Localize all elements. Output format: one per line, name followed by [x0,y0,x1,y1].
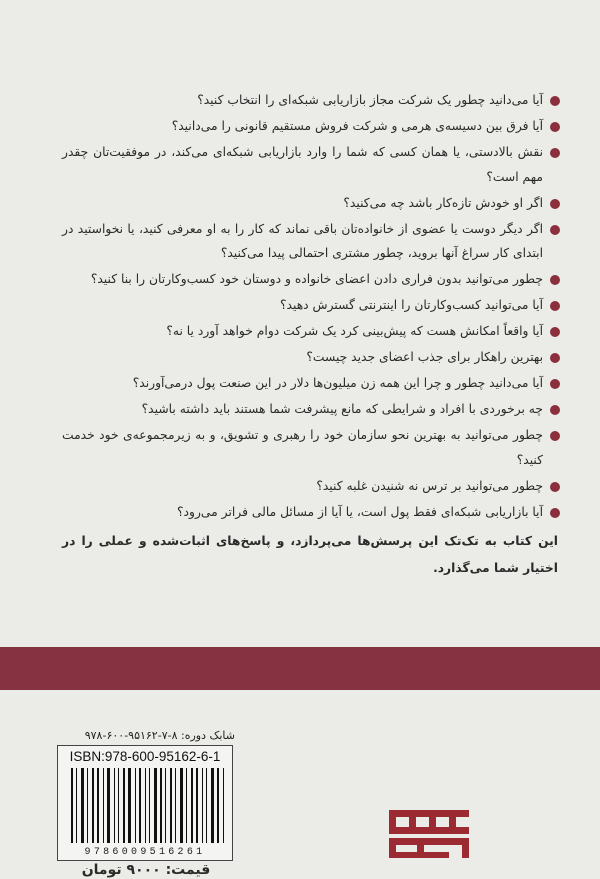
barcode-bar [154,768,157,843]
question-item [62,474,560,499]
barcode-bar [170,768,172,843]
bullet-icon [550,225,560,235]
barcode-bar [103,768,104,843]
isbn-label: ISBN:978-600-95162-6-1 [69,749,221,764]
bullet-icon [550,148,560,158]
question-text: نقش بالادستی، یا همان کسی که شما را وارد بازاریابی شبکه‌ای می‌کند، در موفقیت‌تان چقدر مهم است؟ [62,145,543,184]
barcode-bar [202,768,203,843]
barcode [57,745,233,861]
bullet-icon [550,122,560,132]
barcode-bar [149,768,150,843]
bullet-icon [550,327,560,337]
question-text: چه برخوردی با افراد و شرایطی که مانع پیشرفت شما هستند باید داشته باشید؟ [141,402,543,416]
decorative-band [0,647,600,690]
question-text: آیا می‌دانید چطور یک شرکت مجاز بازاریابی شبکه‌ای را انتخاب کنید؟ [197,93,543,107]
question-item [62,500,560,525]
question-text: چطور می‌توانید به بهترین نحو سازمان خود را رهبری و تشویق، و به زیرمجموعه‌ی خود خدمت کنید؟ [62,428,543,467]
question-text: اگر او خودش تازه‌کار باشد چه می‌کنید؟ [343,195,543,210]
barcode-bar [160,768,162,843]
barcode-bar [180,768,183,843]
question-text: آیا بازاریابی شبکه‌ای فقط پول است، یا آیا از مسائل مالی فراتر می‌رود؟ [177,504,543,519]
barcode-bar [76,768,77,843]
bullet-icon [550,431,560,441]
barcode-bar [217,768,219,843]
barcode-bar [81,768,84,843]
question-text: اگر دیگر دوست یا عضوی از خانواده‌تان باقی نماند که کار را به او معرفی کنید، یا نخواستید در ابتدای کار سراغ آنها بروید، چطور مشتری احتمالی پیدا می‌کنید؟ [62,221,543,260]
barcode-bar [211,768,214,843]
barcode-bar [107,768,110,843]
bullet-icon [550,405,560,415]
question-item [62,217,560,266]
barcode-bar [145,768,146,843]
question-item [62,397,560,422]
bullet-icon [550,275,560,285]
question-item [62,345,560,370]
barcode-bar [128,768,131,843]
set-isbn: شابک دوره: ۸-۷-۹۵۱۶۲-۶۰۰-۹۷۸ [84,729,235,742]
question-item [62,293,560,318]
barcode-bar [92,768,94,843]
summary-text: این کتاب به تک‌تک این پرسش‌ها می‌پردازد، و پاسخ‌های اثبات‌شده و عملی را در اختیار شما می‌گذارد. [62,534,558,575]
bullet-icon [550,482,560,492]
bullet-icon [550,353,560,363]
question-item [62,371,560,396]
barcode-bar [97,768,99,843]
question-text: بهترین راهکار برای جذب اعضای جدید چیست؟ [306,350,543,364]
publisher-logo [387,808,471,863]
barcode-bar [139,768,141,843]
barcode-bar [118,768,119,843]
barcode-bar [186,768,187,843]
question-item [62,191,560,216]
bullet-icon [550,379,560,389]
price: قیمت: ۹۰۰۰ تومان [81,862,211,878]
question-text: آیا فرق بین دسیسه‌ی هرمی و شرکت فروش مستقیم قانونی را می‌دانید؟ [171,119,543,133]
barcode-bar [87,768,88,843]
question-item [62,88,560,113]
question-item [62,114,560,139]
question-item [62,423,560,472]
barcode-bar [191,768,193,843]
bullet-icon [550,96,560,106]
question-text: آیا می‌دانید چطور و چرا این همه زن میلیون‌ها دلار در این صنعت پول درمی‌آورند؟ [132,376,543,390]
question-text: آیا می‌توانید کسب‌وکارتان را اینترنتی گسترش دهید؟ [280,298,543,312]
barcode-bar [165,768,166,843]
barcode-bar [71,768,73,843]
question-list [62,88,560,582]
barcode-bar [175,768,176,843]
barcode-bar [206,768,207,843]
bullet-icon [550,301,560,311]
question-text: آیا واقعاً امکانش هست که پیش‌بینی کرد یک شرکت دوام خواهد آورد یا نه؟ [166,324,543,338]
question-text: چطور می‌توانید بدون فراری دادن اعضای خانواده و دوستان خود کسب‌وکارتان را بنا کنید؟ [90,272,543,286]
barcode-bar [135,768,136,843]
bullet-icon [550,199,560,209]
question-item [62,267,560,292]
barcode-bar [223,768,224,843]
barcode-digits: 9786009516261 [84,847,206,858]
question-text: چطور می‌توانید بر ترس نه شنیدن غلبه کنید؟ [316,478,543,493]
barcode-bar [123,768,125,843]
barcode-bar [114,768,115,843]
question-item [62,140,560,189]
bullet-icon [550,508,560,518]
barcode-bars [71,768,224,843]
barcode-bar [196,768,198,843]
question-item [62,319,560,344]
